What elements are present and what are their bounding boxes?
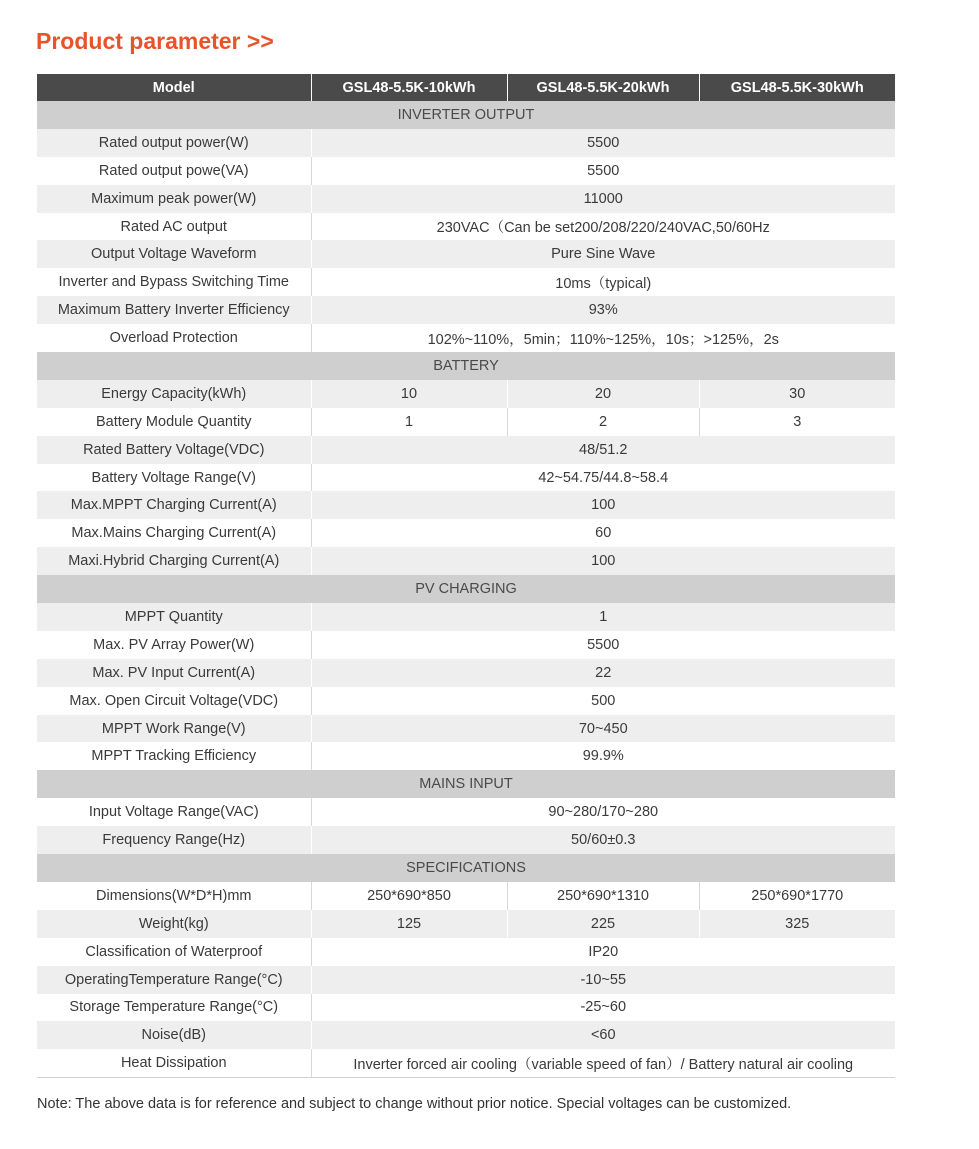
table-row [37, 966, 895, 994]
row-label: Rated output power(W) [37, 129, 311, 157]
table-row [37, 519, 895, 547]
row-label: Max.Mains Charging Current(A) [37, 519, 311, 547]
row-label: Frequency Range(Hz) [37, 826, 311, 854]
row-label: Dimensions(W*D*H)mm [37, 882, 311, 910]
section-row-specifications [37, 854, 895, 882]
section-title: MAINS INPUT [37, 770, 895, 798]
row-value-10kwh: 125 [311, 910, 507, 938]
row-value: 22 [311, 659, 895, 687]
spec-table [37, 74, 895, 1078]
header-model-30kwh: GSL48-5.5K-30kWh [699, 74, 895, 101]
header-model: Model [37, 74, 311, 101]
row-label: Input Voltage Range(VAC) [37, 798, 311, 826]
table-row [37, 882, 895, 910]
table-row [37, 213, 895, 241]
header-model-10kwh: GSL48-5.5K-10kWh [311, 74, 507, 101]
row-value: 102%~110%，5min；110%~125%，10s；>125%，2s [311, 324, 895, 352]
row-label: MPPT Tracking Efficiency [37, 742, 311, 770]
table-row [37, 1021, 895, 1049]
table-row [37, 826, 895, 854]
section-row-inverter-output [37, 101, 895, 129]
row-value: -25~60 [311, 994, 895, 1022]
row-label: MPPT Work Range(V) [37, 715, 311, 743]
row-value: 5500 [311, 129, 895, 157]
table-row [37, 240, 895, 268]
table-row [37, 715, 895, 743]
product-parameter-table [37, 74, 895, 1078]
table-row [37, 687, 895, 715]
row-value: 48/51.2 [311, 436, 895, 464]
row-label: Max. PV Input Current(A) [37, 659, 311, 687]
row-label: Rated AC output [37, 213, 311, 241]
row-value: 70~450 [311, 715, 895, 743]
row-value-20kwh: 2 [507, 408, 699, 436]
row-value-30kwh: 250*690*1770 [699, 882, 895, 910]
row-value-20kwh: 225 [507, 910, 699, 938]
table-row [37, 268, 895, 296]
row-value-10kwh: 1 [311, 408, 507, 436]
row-value-30kwh: 30 [699, 380, 895, 408]
row-value: 60 [311, 519, 895, 547]
row-value: 5500 [311, 157, 895, 185]
table-row [37, 631, 895, 659]
row-label: Output Voltage Waveform [37, 240, 311, 268]
row-value: 100 [311, 547, 895, 575]
row-label: Max. Open Circuit Voltage(VDC) [37, 687, 311, 715]
row-value: Inverter forced air cooling（variable speed of fan）/ Battery natural air cooling [311, 1049, 895, 1077]
row-value-20kwh: 250*690*1310 [507, 882, 699, 910]
table-row [37, 408, 895, 436]
table-header-row [37, 74, 895, 101]
row-value: 93% [311, 296, 895, 324]
row-label: Heat Dissipation [37, 1049, 311, 1077]
row-value: 99.9% [311, 742, 895, 770]
section-row-battery [37, 352, 895, 380]
table-row [37, 296, 895, 324]
table-row [37, 129, 895, 157]
table-row [37, 994, 895, 1022]
row-label: Maximum Battery Inverter Efficiency [37, 296, 311, 324]
table-row [37, 659, 895, 687]
row-label: Rated output powe(VA) [37, 157, 311, 185]
table-row [37, 436, 895, 464]
row-label: Maxi.Hybrid Charging Current(A) [37, 547, 311, 575]
row-value: 11000 [311, 185, 895, 213]
row-label: Overload Protection [37, 324, 311, 352]
row-value: <60 [311, 1021, 895, 1049]
table-row [37, 491, 895, 519]
section-title: SPECIFICATIONS [37, 854, 895, 882]
section-row-pv-charging [37, 575, 895, 603]
table-row [37, 938, 895, 966]
row-value: Pure Sine Wave [311, 240, 895, 268]
row-value: 90~280/170~280 [311, 798, 895, 826]
header-model-20kwh: GSL48-5.5K-20kWh [507, 74, 699, 101]
row-value: 50/60±0.3 [311, 826, 895, 854]
page-title: Product parameter >> [36, 28, 274, 54]
row-value: 100 [311, 491, 895, 519]
row-value-10kwh: 10 [311, 380, 507, 408]
row-label: Max. PV Array Power(W) [37, 631, 311, 659]
section-title: INVERTER OUTPUT [37, 101, 895, 129]
table-row [37, 157, 895, 185]
row-label: Noise(dB) [37, 1021, 311, 1049]
row-value-30kwh: 3 [699, 408, 895, 436]
row-label: Weight(kg) [37, 910, 311, 938]
row-value-20kwh: 20 [507, 380, 699, 408]
table-row [37, 798, 895, 826]
row-label: Classification of Waterproof [37, 938, 311, 966]
row-value: 5500 [311, 631, 895, 659]
section-row-mains-input [37, 770, 895, 798]
row-value: 1 [311, 603, 895, 631]
table-row [37, 324, 895, 352]
table-row [37, 185, 895, 213]
section-title: PV CHARGING [37, 575, 895, 603]
row-value: 500 [311, 687, 895, 715]
row-label: Max.MPPT Charging Current(A) [37, 491, 311, 519]
row-label: Inverter and Bypass Switching Time [37, 268, 311, 296]
table-row [37, 910, 895, 938]
row-value: 230VAC（Can be set200/208/220/240VAC,50/60Hz [311, 213, 895, 241]
row-value: -10~55 [311, 966, 895, 994]
footnote: Note: The above data is for reference and subject to change without prior notice. Special voltages can be customized. [37, 1096, 792, 1112]
row-value: IP20 [311, 938, 895, 966]
row-label: Maximum peak power(W) [37, 185, 311, 213]
table-row [37, 742, 895, 770]
row-value: 42~54.75/44.8~58.4 [311, 464, 895, 492]
row-label: Battery Voltage Range(V) [37, 464, 311, 492]
row-label: MPPT Quantity [37, 603, 311, 631]
section-title: BATTERY [37, 352, 895, 380]
table-row [37, 380, 895, 408]
row-value: 10ms（typical) [311, 268, 895, 296]
row-value-10kwh: 250*690*850 [311, 882, 507, 910]
table-row [37, 603, 895, 631]
table-row [37, 547, 895, 575]
table-row [37, 464, 895, 492]
row-label: Energy Capacity(kWh) [37, 380, 311, 408]
row-label: OperatingTemperature Range(°C) [37, 966, 311, 994]
row-value-30kwh: 325 [699, 910, 895, 938]
row-label: Rated Battery Voltage(VDC) [37, 436, 311, 464]
row-label: Storage Temperature Range(°C) [37, 994, 311, 1022]
row-label: Battery Module Quantity [37, 408, 311, 436]
table-row [37, 1049, 895, 1077]
